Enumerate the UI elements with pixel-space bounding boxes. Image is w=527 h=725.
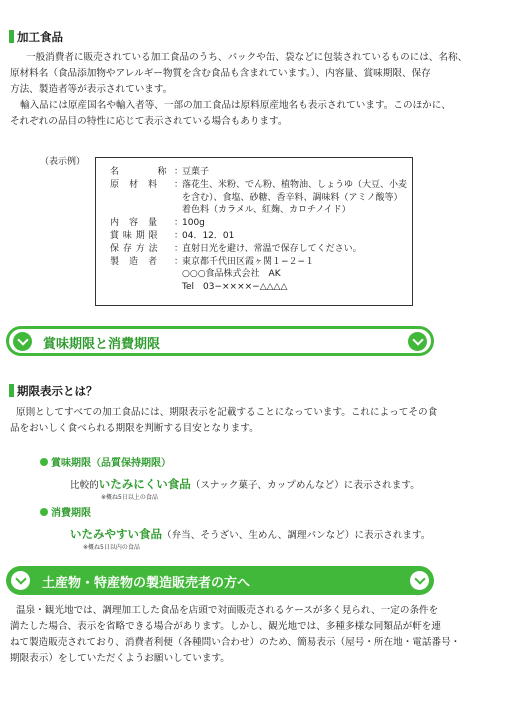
band-title: 賞味期限と消費期限 xyxy=(43,337,161,352)
label-key: 内 容 量 xyxy=(110,218,158,229)
label-key: 名 称 xyxy=(110,167,168,177)
bullet-icon xyxy=(40,508,48,516)
text-line: 輸入品には原産国名や輸入者等、一部の加工食品は原料原産地名も表示されています。このほかに、 xyxy=(20,100,451,111)
suffix-text: （スナック菓子、カップめんなど）に表示されます。 xyxy=(190,480,420,491)
label-key: 賞 味 期 限 xyxy=(110,230,159,241)
label-row xyxy=(110,281,407,294)
label-row xyxy=(110,204,407,217)
label-value: 豆菓子 xyxy=(182,167,210,177)
text-line: 期限表示）をしていただくようお願いしています。 xyxy=(10,653,230,664)
label-key xyxy=(110,192,174,205)
label-key xyxy=(110,204,174,217)
text-line: 一般消費者に販売されている加工食品のうち、パックや缶、袋などに包装されているものには、名称、 xyxy=(26,52,468,63)
label-value: 東京都千代田区霞ヶ関１−２−１ xyxy=(182,256,315,267)
producers-paragraph xyxy=(10,603,522,667)
band-title: 土産物・特産物の製造販売者の方へ xyxy=(42,576,251,591)
label-value: 落花生、米粉、でん粉、植物油、しょうゆ（大豆、小麦 xyxy=(182,179,408,190)
text-line: 温泉・観光地では、調理加工した食品を店頭で対面販売されるケースが多く見られ、一定の条件を xyxy=(16,605,439,616)
best-before-title: 賞味期限（品質保持期限） xyxy=(51,458,171,469)
label-row xyxy=(110,268,407,281)
label-rows xyxy=(110,166,407,294)
text-line: それぞれの品目の特性に応じて表示されている場合もあります。 xyxy=(10,116,288,127)
emphasis-text: いたみやすい食品 xyxy=(70,527,162,541)
check-icon xyxy=(408,332,427,351)
footnote: ※概ね5日以上の食品 xyxy=(101,494,158,501)
heading-marker xyxy=(9,384,14,397)
section-heading-date-label: 期限表示とは？ xyxy=(17,384,98,398)
check-icon xyxy=(11,571,30,590)
section-band-expiry xyxy=(6,326,434,356)
date-label-paragraph xyxy=(10,405,520,437)
suffix-text: （弁当、そうざい、生めん、調理パンなど）に表示されます。 xyxy=(162,530,431,541)
label-row: 原 材 料 ： 落花生、米粉、でん粉、植物油、しょうゆ（大豆、小麦 xyxy=(110,179,408,190)
label-key: 製 造 者 xyxy=(110,256,158,267)
intro-paragraph xyxy=(10,50,520,130)
text-line: 方法、製造者等が表示されています。 xyxy=(10,84,173,95)
label-value: ○○○食品株式会社 AK xyxy=(182,269,281,280)
check-icon xyxy=(410,571,429,590)
label-key xyxy=(110,281,174,294)
label-value: を含む）、食塩、砂糖、香辛料、調味料（アミノ酸等） xyxy=(182,192,403,203)
label-row: 内 容 量 ： 100g xyxy=(110,218,205,229)
text-line: 原則としてすべての加工食品には、期限表示を記載することになっています。これによってその食 xyxy=(16,407,438,418)
bullet-icon xyxy=(40,458,48,466)
text-line: 原材料名（食品添加物やアレルギー物質を含む食品も含まれています。）、内容量、賞味期限、保存 xyxy=(10,68,431,79)
check-icon xyxy=(13,332,32,351)
label-value: 着色料（カラメル、紅麹、カロチノイド） xyxy=(182,205,351,216)
label-value: Tel 03−××××−△△△△ xyxy=(182,282,288,293)
label-row: 保 存 方 法 ： 直射日光を避け、常温で保存してください。 xyxy=(110,243,362,254)
label-key: 原 材 料 xyxy=(110,179,158,190)
label-value: 100g xyxy=(182,218,205,229)
heading-marker xyxy=(9,30,14,43)
use-by-title: 消費期限 xyxy=(51,508,91,519)
label-value: 04．12．01 xyxy=(182,230,235,241)
label-key: 保 存 方 法 xyxy=(110,243,159,254)
label-row: 賞 味 期 限 ： 04．12．01 xyxy=(110,230,235,241)
prefix-text: 比較的 xyxy=(70,480,99,491)
label-value: 直射日光を避け、常温で保存してください。 xyxy=(182,243,362,254)
text-line: 満たした場合、表示を省略できる場合があります。しかし、観光地では、多種多様な同類品が軒を連 xyxy=(10,621,441,632)
example-caption: （表示例） xyxy=(40,157,86,167)
label-row: 名 称 ： 豆菓子 xyxy=(110,167,210,177)
section-band-producers xyxy=(6,566,434,595)
section-heading-processed-food: 加工食品 xyxy=(17,30,63,44)
label-key xyxy=(110,268,174,281)
label-row xyxy=(110,192,407,205)
label-row: 製 造 者 ： 東京都千代田区霞ヶ関１−２−１ xyxy=(110,256,315,267)
footnote: ※概ね5日以内の食品 xyxy=(83,544,140,551)
emphasis-text: いたみにくい食品 xyxy=(98,477,191,491)
text-line: 品をおいしく食べられる期限を判断する目安となります。 xyxy=(10,423,259,434)
label-example-box xyxy=(95,157,413,306)
text-line: ねて製造販売されており、消費者利便（各種問い合わせ）のため、簡易表示（屋号・所在地・電話番号・ xyxy=(10,637,461,648)
